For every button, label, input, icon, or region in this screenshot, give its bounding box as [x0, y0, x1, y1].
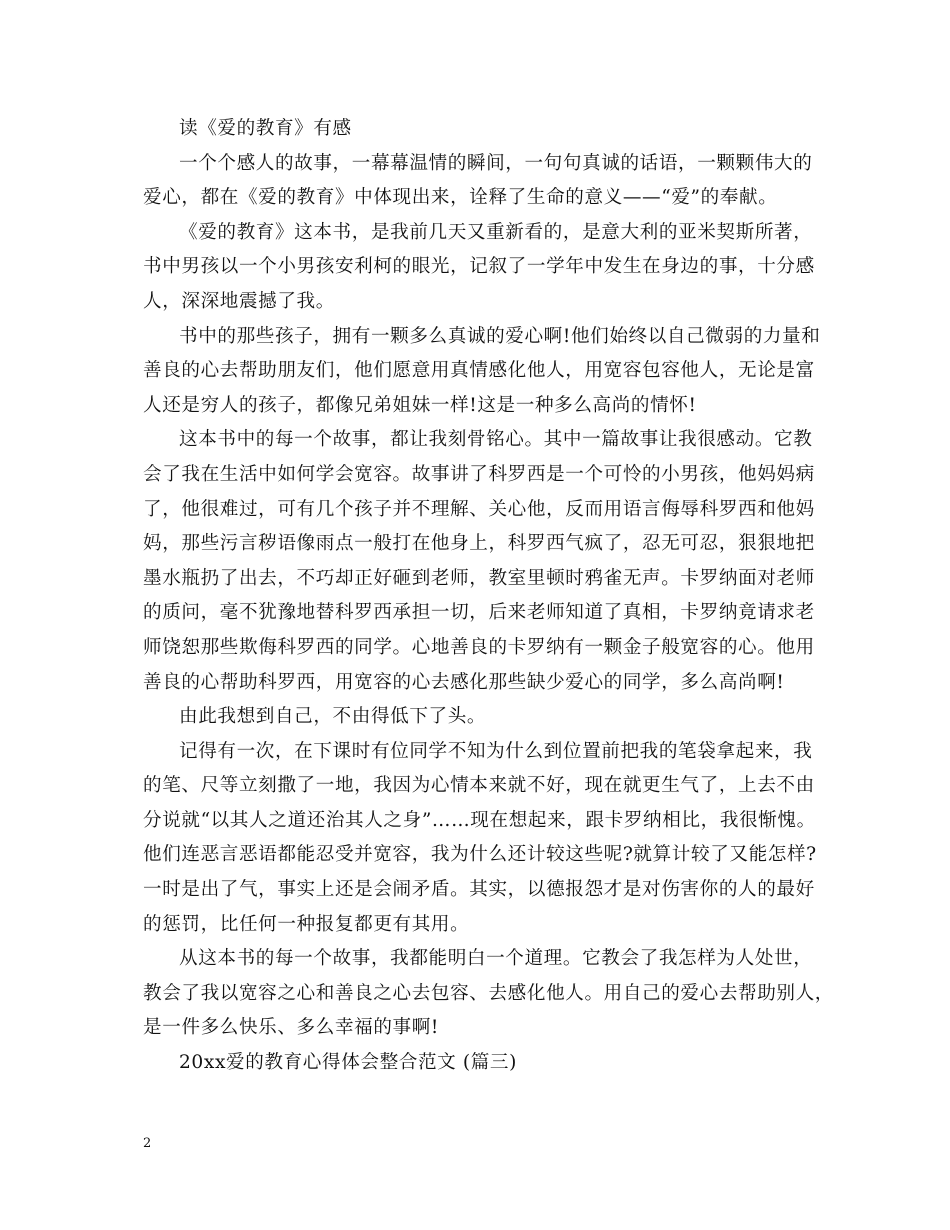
- paragraph-line: 人，深深地震撼了我。: [143, 290, 335, 312]
- paragraph-line: 书中男孩以一个小男孩安利柯的眼光，记叙了一学年中发生在身边的事，十分感: [143, 256, 815, 278]
- paragraph-line: 一时是出了气，事实上还是会闹矛盾。其实，以德报怨才是对伤害你的人的最好: [143, 879, 815, 901]
- page-number: 2: [143, 1136, 152, 1151]
- document-body: [143, 112, 834, 1081]
- paragraph-line: 他们连恶言恶语都能忍受并宽容，我为什么还计较这些呢?就算计较了又能怎样?: [143, 844, 817, 866]
- paragraph-line: 这本书中的每一个故事，都让我刻骨铭心。其中一篇故事让我很感动。它教: [179, 429, 813, 451]
- paragraph-line: 记得有一次，在下课时有位同学不知为什么到位置前把我的笔袋拿起来，我: [179, 740, 813, 762]
- paragraph-line: 从这本书的每一个故事，我都能明白一个道理。它教会了我怎样为人处世，: [179, 948, 813, 970]
- paragraph-line: 妈，那些污言秽语像雨点一般打在他身上，科罗西气疯了，忍无可忍，狠狠地把: [143, 533, 815, 555]
- paragraph-line: 了，他很难过，可有几个孩子并不理解、关心他，反而用语言侮辱科罗西和他妈: [143, 498, 815, 520]
- paragraph-line: 的笔、尺等立刻撒了一地，我因为心情本来就不好，现在就更生气了，上去不由: [143, 775, 815, 797]
- paragraph-line: 墨水瓶扔了出去，不巧却正好砸到老师，教室里顿时鸦雀无声。卡罗纳面对老师: [143, 567, 815, 589]
- paragraph-line: 善良的心帮助科罗西，用宽容的心去感化那些缺少爱心的同学，多么高尚啊!: [143, 671, 785, 693]
- document-title-line: 读《爱的教育》有感: [179, 118, 352, 139]
- paragraph-line: 是一件多么快乐、多么幸福的事啊!: [143, 1017, 439, 1039]
- paragraph-line: 书中的那些孩子，拥有一颗多么真诚的爱心啊!他们始终以自己微弱的力量和: [179, 325, 821, 347]
- paragraph-line: 一个个感人的故事，一幕幕温情的瞬间，一句句真诚的话语，一颗颗伟大的: [179, 152, 813, 174]
- paragraph-line: 师饶恕那些欺侮科罗西的同学。心地善良的卡罗纳有一颗金子般宽容的心。他用: [143, 636, 815, 658]
- paragraph-line: 的质问，毫不犹豫地替科罗西承担一切，后来老师知道了真相，卡罗纳竟请求老: [143, 602, 815, 624]
- paragraph-line: 《爱的教育》这本书，是我前几天又重新看的，是意大利的亚米契斯所著，: [179, 221, 813, 243]
- paragraph-line: 教会了我以宽容之心和善良之心去包容、去感化他人。用自己的爱心去帮助别人，: [143, 982, 834, 1004]
- paragraph-line: 由此我想到自己，不由得低下了头。: [179, 706, 487, 728]
- paragraph-line: 善良的心去帮助朋友们，他们愿意用真情感化他人，用宽容包容他人，无论是富: [143, 360, 815, 382]
- section-heading-line: 20xx爱的教育心得体会整合范文 (篇三): [179, 1052, 517, 1074]
- paragraph-line: 分说就“以其人之道还治其人之身”……现在想起来，跟卡罗纳相比，我很惭愧。: [143, 809, 816, 831]
- paragraph-line: 会了我在生活中如何学会宽容。故事讲了科罗西是一个可怜的小男孩，他妈妈病: [143, 463, 815, 485]
- paragraph-line: 爱心，都在《爱的教育》中体现出来，诠释了生命的意义——“爱”的奉献。: [143, 187, 778, 209]
- paragraph-line: 的惩罚，比任何一种报复都更有其用。: [143, 913, 470, 935]
- paragraph-line: 人还是穷人的孩子，都像兄弟姐妹一样!这是一种多么高尚的情怀!: [143, 394, 697, 416]
